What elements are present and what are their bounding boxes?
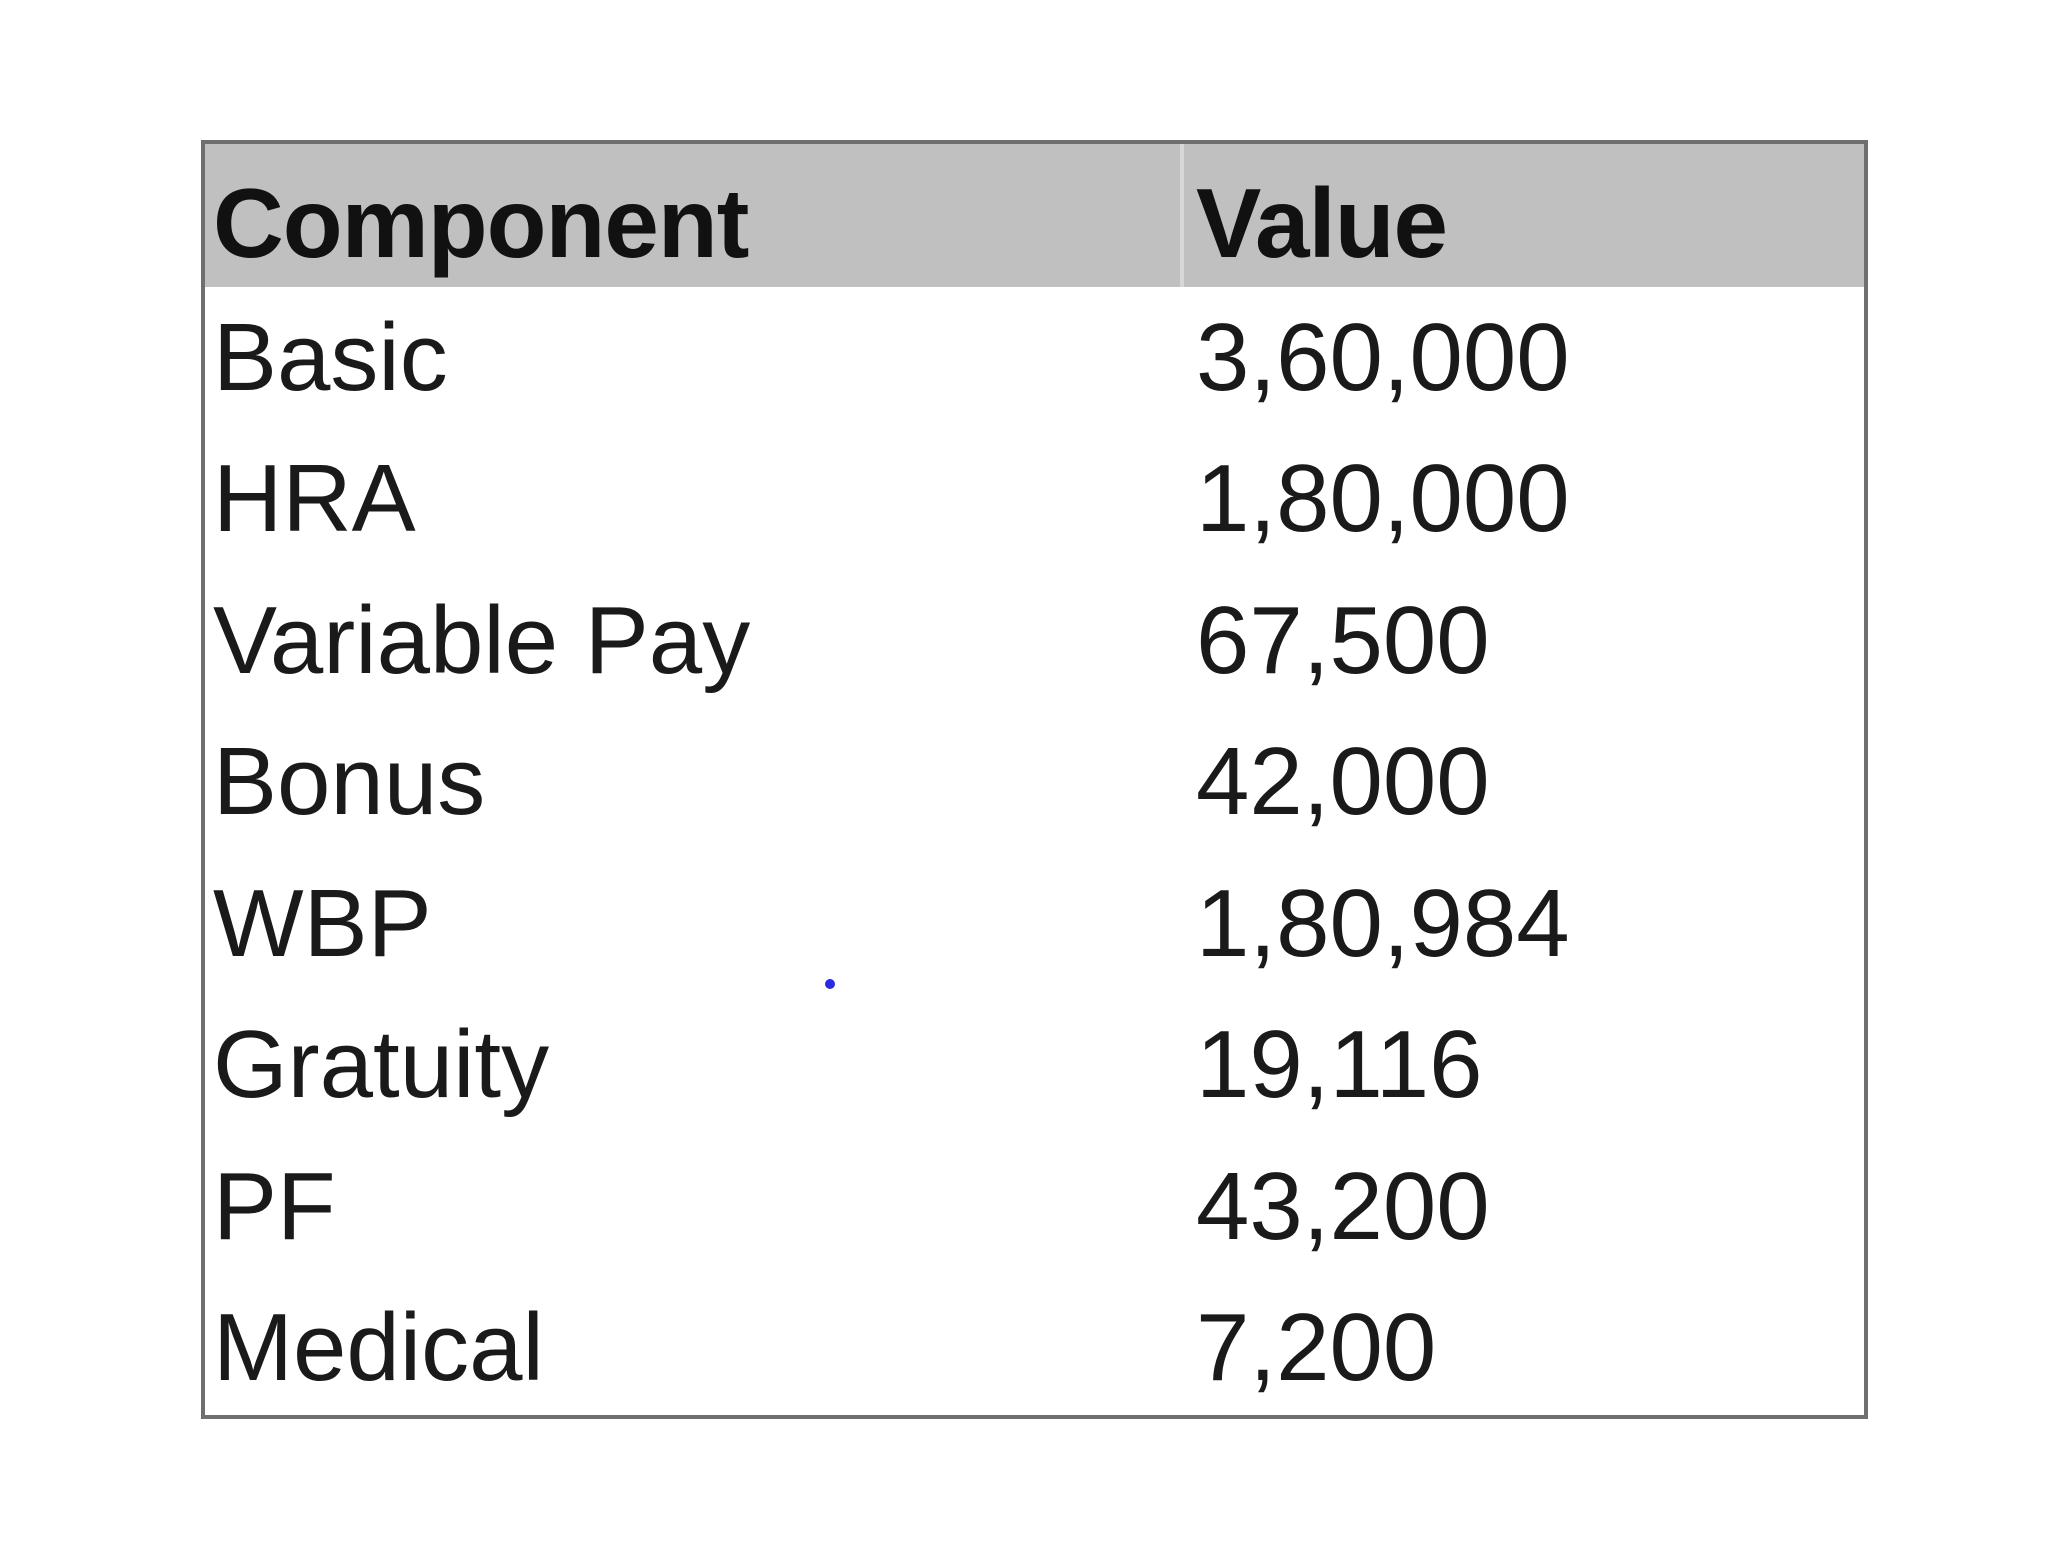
component-cell: Gratuity [213, 1011, 550, 1119]
value-cell: 3,60,000 [1196, 303, 1570, 411]
component-cell: PF [213, 1152, 336, 1260]
table-row [205, 1136, 1864, 1278]
stray-blue-dot [825, 979, 835, 989]
table-row [205, 712, 1864, 854]
value-cell: 67,500 [1196, 586, 1490, 694]
table-row [205, 429, 1864, 571]
table-header-row [205, 144, 1864, 287]
value-cell: 1,80,984 [1196, 869, 1570, 977]
component-cell: HRA [213, 445, 416, 553]
component-cell: WBP [213, 869, 432, 977]
table-row [205, 995, 1864, 1137]
header-value: Value [1182, 144, 1864, 287]
component-cell: Bonus [213, 728, 486, 836]
table-row [205, 287, 1864, 429]
value-cell: 19,116 [1196, 1011, 1483, 1119]
value-cell: 42,000 [1196, 728, 1490, 836]
table-row [205, 853, 1864, 995]
component-cell: Medical [213, 1294, 544, 1402]
table-row [205, 1278, 1864, 1420]
salary-components-table [201, 140, 1868, 1419]
value-cell: 43,200 [1196, 1152, 1490, 1260]
header-component: Component [213, 167, 749, 278]
component-cell: Basic [213, 303, 448, 411]
table-row [205, 570, 1864, 712]
value-cell: 1,80,000 [1196, 445, 1570, 553]
value-cell: 7,200 [1196, 1294, 1437, 1402]
components-table [205, 144, 1864, 1419]
component-cell: Variable Pay [213, 586, 751, 694]
